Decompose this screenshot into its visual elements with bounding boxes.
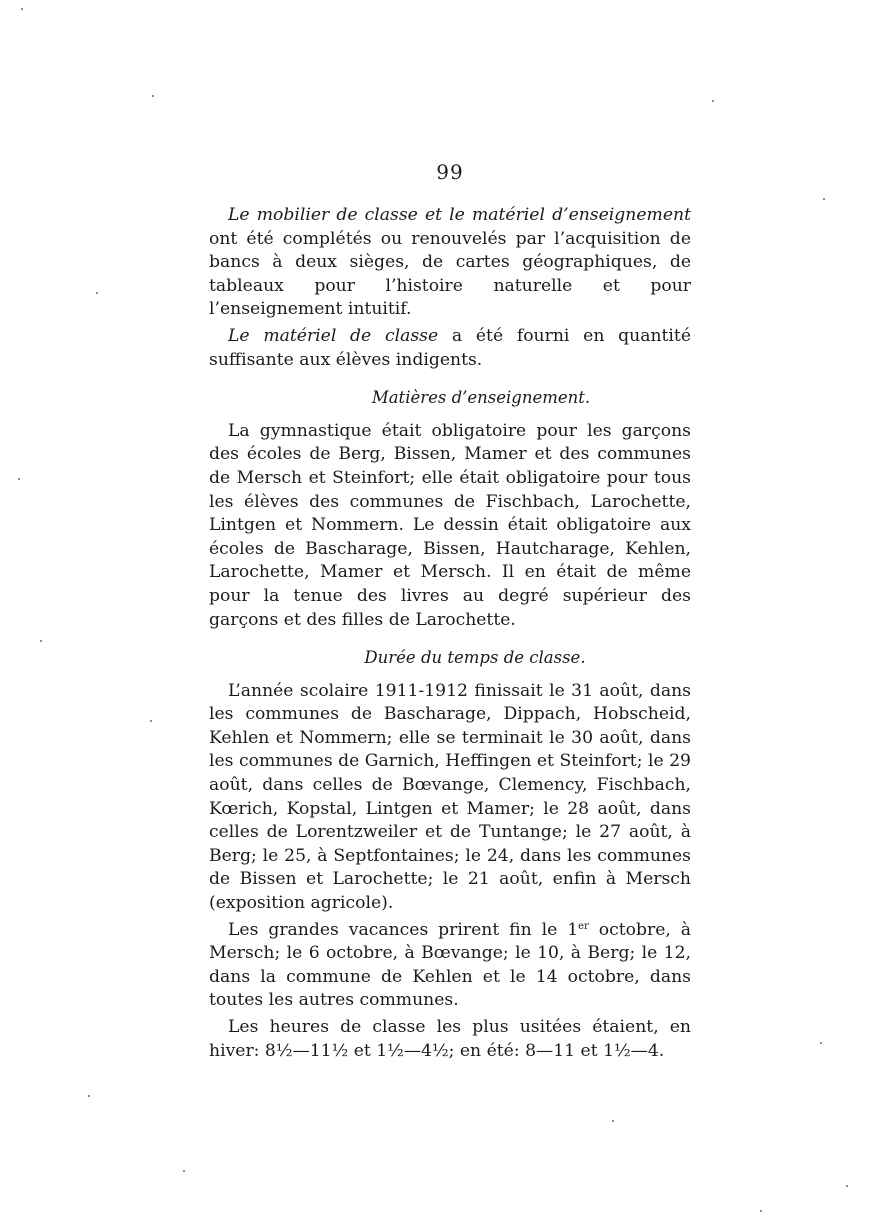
scan-speck (40, 640, 42, 642)
paragraph-text: octobre, à Mersch; le 6 octobre, à Bœvange; le 10, à Berg; le 12, dans la commune de Kehlen et le 14 octobre, dans toutes les autres communes. (209, 919, 691, 1011)
section-heading-duree: Durée du temps de classe. (364, 648, 586, 668)
italic-lead: Le matériel de classe (228, 325, 439, 346)
scan-speck (183, 1170, 185, 1172)
paragraph-mobilier (209, 204, 691, 322)
paragraph-heures: Les heures de classe les plus usitées étaient, en hiver: 8½—11½ et 1½—4½; en été: 8—11 et 1½—4. (209, 1017, 691, 1061)
scan-speck (21, 8, 23, 10)
scan-speck (88, 1095, 90, 1097)
paragraph-vacances (209, 919, 691, 1013)
italic-lead: Le mobilier de classe et le matériel d’enseignement (228, 205, 691, 225)
scan-speck (150, 720, 152, 722)
superscript: er (578, 920, 589, 932)
scan-speck (96, 292, 98, 294)
paragraph-text: Les grandes vacances prirent fin le 1 (228, 919, 579, 940)
paragraph-gymnastique: La gymnastique était obligatoire pour les garçons des écoles de Berg, Bissen, Mamer et des communes de Mersch et Steinfort; elle était obligatoire pour tous les élèves des communes de Fischbach, Larochette, Lintgen et Nommern. Le dessin était obligatoire aux écoles de Bascharage, Bissen, Hautcharage, Kehlen, Larochette, Mamer et Mersch. Il en était de même pour la tenue des livres au degré supérieur des garçons et des filles de Larochette. (209, 420, 691, 630)
paragraph-annee-scolaire: L’année scolaire 1911-1912 finissait le 31 août, dans les communes de Bascharage, Dippach, Hobscheid, Kehlen et Nommern; elle se terminait le 30 août, dans les communes de Garnich, Heffingen et Steinfort; le 29 août, dans celles de Bœvange, Clemency, Fischbach, Kœrich, Kopstal, Lintgen et Mamer; le 28 août, dans celles de Lorentzweiler et de Tuntange; le 27 août, à Berg; le 25, à Septfontaines; le 24, dans les communes de Bissen et Larochette; le 21 août, enfin à Mersch (exposition agricole). (209, 680, 691, 914)
scan-speck (612, 1120, 614, 1122)
scan-speck (846, 1185, 848, 1187)
section-heading-matieres: Matières d’enseignement. (371, 388, 591, 408)
page-number: 99 (436, 160, 464, 184)
paragraph-text: ont été complétés ou renouvelés par l’acquisition de bancs à deux sièges, de cartes géographiques, de tableaux pour l’histoire naturelle et pour l’enseignement intuitif. (209, 228, 691, 320)
scan-speck (760, 1210, 762, 1212)
body-text (209, 204, 691, 1066)
paragraph-text: a été fourni en quantité suffisante aux élèves indigents. (209, 325, 691, 370)
scan-speck (823, 198, 825, 200)
scan-speck (18, 478, 20, 480)
scan-speck (152, 95, 154, 97)
paragraph-materiel (209, 325, 691, 372)
scan-speck (712, 100, 714, 102)
scan-speck (820, 1042, 822, 1044)
